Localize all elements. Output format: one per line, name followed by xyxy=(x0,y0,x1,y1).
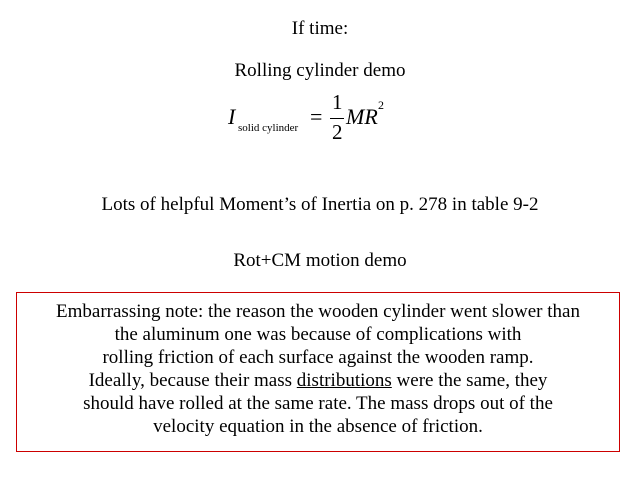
formula-denominator: 2 xyxy=(332,120,343,144)
formula-equals-sign: = xyxy=(310,104,323,129)
moments-of-inertia-reference: Lots of helpful Moment’s of Inertia on p. 278 in table 9-2 xyxy=(101,194,539,215)
rot-cm-motion-demo-heading: Rot+CM motion demo xyxy=(233,250,407,271)
formula-inertia-symbol: I xyxy=(228,104,236,129)
note-line-3: rolling friction of each surface against the wooden ramp. xyxy=(102,347,534,368)
formula-fraction-bar xyxy=(330,118,344,119)
if-time-heading: If time: xyxy=(291,18,349,39)
note-line-2: the aluminum one was because of complications with xyxy=(114,324,522,345)
note-line-4-start: Ideally, because their mass xyxy=(88,370,297,391)
note-line-5: should have rolled at the same rate. The mass drops out of the xyxy=(83,393,553,414)
rolling-cylinder-demo-heading: Rolling cylinder demo xyxy=(234,60,406,81)
formula-mass-radius: MR xyxy=(346,104,378,129)
formula-exponent: 2 xyxy=(378,98,384,112)
note-line-1: Embarrassing note: the reason the wooden cylinder went slower than xyxy=(56,301,580,322)
underlined-distributions: distributions xyxy=(296,370,392,391)
note-line-4 xyxy=(17,370,619,392)
formula-subscript: solid cylinder xyxy=(238,122,299,134)
embarrassing-note-box xyxy=(16,292,620,452)
note-line-4-end: were the same, they xyxy=(391,370,548,391)
formula-numerator: 1 xyxy=(332,90,343,114)
moment-of-inertia-formula xyxy=(226,90,396,150)
note-line-6: velocity equation in the absence of friction. xyxy=(153,416,483,437)
